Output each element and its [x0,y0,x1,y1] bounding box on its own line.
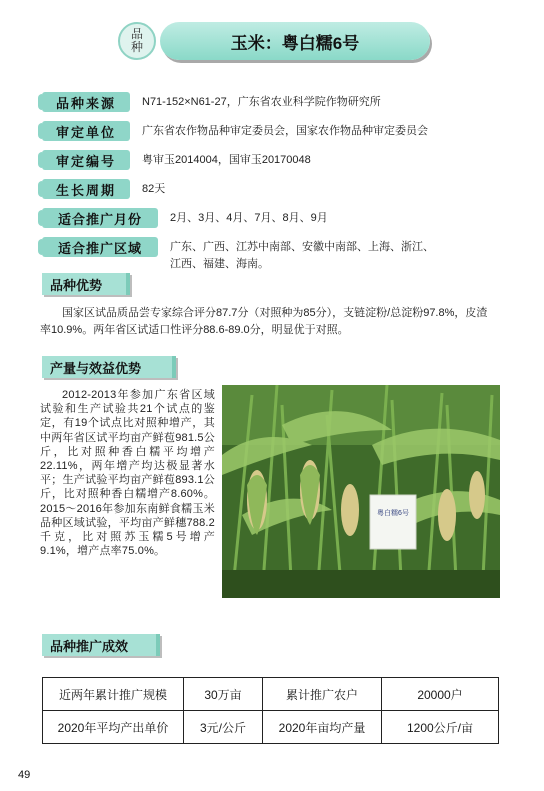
corn-field-photo [222,385,500,598]
section-title-advantages: 品种优势 [42,273,130,295]
table-cell: 20000户 [382,678,499,711]
value-approval-unit: 广东省农作物品种审定委员会，国家农作物品种审定委员会 [142,125,428,137]
table-cell: 30万亩 [184,678,263,711]
page-number: 49 [18,769,31,781]
section-title-yield: 产量与效益优势 [42,356,176,378]
section-title-promotion: 品种推广成效 [42,634,160,656]
page-title: 玉米：粤白糯6号 [160,22,430,60]
yield-text: 2012-2013年参加广东省区域试验和生产试验共21个试点的鉴定，有19个试点比对照种增产，其中两年省区试平均亩产鲜苞981.5公斤，比对照种香白糯平均增产22.11%，两年增产均达极显著水平；生产试验平均亩产鲜苞893.1公斤，比对照种香白糯增产8.60%。2015～2016年参加东南鲜食糯玉米品种区域试验，平均亩产鲜穗788.2千克，比对照苏玉糯5号增产9.1%，增产点率75.0%。 [40,389,215,558]
label-regions: 适合推广区域 [42,237,158,257]
label-months: 适合推广月份 [42,208,158,228]
variety-badge-char: 种 [130,40,143,54]
label-approval-number: 审定编号 [42,150,130,170]
value-source: N71-152×N61-27，广东省农业科学院作物研究所 [142,96,381,108]
value-approval-number: 粤审玉2014004，国审玉20170048 [142,154,311,166]
table-cell: 1200公斤/亩 [382,711,499,744]
table-row [43,678,499,711]
table-cell: 近两年累计推广规模 [43,678,184,711]
advantages-text: 国家区试品质品尝专家综合评分87.7分（对照种为85分），支链淀粉/总淀粉97.8%，皮渣率10.9%。两年省区试适口性评分88.6-89.0分，明显优于对照。 [40,307,488,336]
label-source: 品种来源 [42,92,130,112]
table-cell: 2020年亩均产量 [263,711,382,744]
variety-badge [118,22,156,60]
value-regions-line2: 江西、福建、海南。 [170,258,269,270]
table-cell: 2020年平均产出单价 [43,711,184,744]
value-regions-line1: 广东、广西、江苏中南部、安徽中南部、上海、浙江、 [170,241,434,253]
table-row [43,711,499,744]
value-growth-period: 82天 [142,183,166,195]
value-months: 2月、3月、4月、7月、8月、9月 [170,212,328,224]
label-approval-unit: 审定单位 [42,121,130,141]
variety-badge-char: 品 [130,27,143,41]
photo-sign-text: 粤白糯6号 [377,510,409,517]
promotion-table [42,677,499,744]
table-cell: 累计推广农户 [263,678,382,711]
label-growth-period: 生长周期 [42,179,130,199]
table-cell: 3元/公斤 [184,711,263,744]
